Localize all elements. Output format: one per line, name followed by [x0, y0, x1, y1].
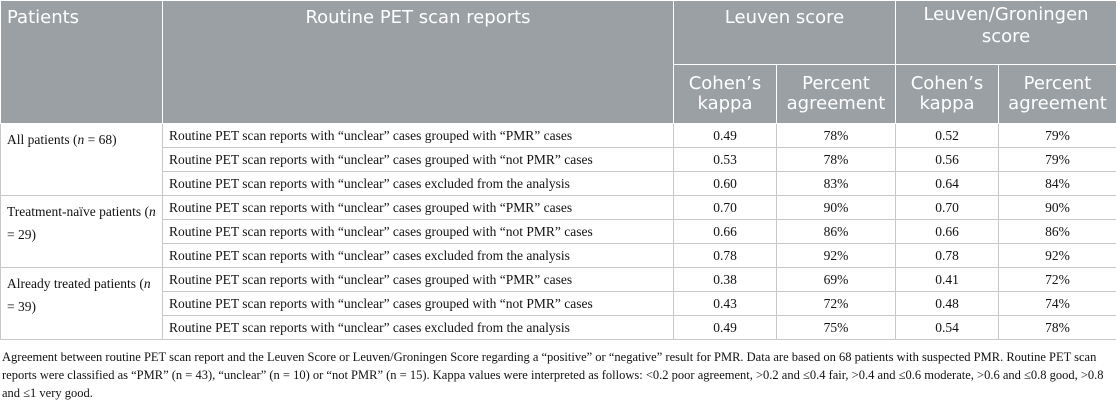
table-body — [1, 124, 1116, 340]
patient-group-all: All patients (n = 68) — [1, 124, 163, 196]
table-row — [1, 172, 1116, 196]
table-row — [1, 124, 1116, 148]
leuven-kappa-cell: 0.60 — [674, 172, 777, 196]
table-row — [1, 148, 1116, 172]
table-row — [1, 316, 1116, 340]
leuven-kappa-cell: 0.78 — [674, 244, 777, 268]
report-cell: Routine PET scan reports with “unclear” cases grouped with “not PMR” cases — [163, 220, 674, 244]
leuven-percent-cell: 92% — [777, 244, 896, 268]
leuven-kappa-cell: 0.49 — [674, 124, 777, 148]
leuven-percent-cell: 78% — [777, 148, 896, 172]
lg-kappa-cell: 0.70 — [896, 196, 999, 220]
header-lg-percent: Percent agreement — [999, 65, 1116, 124]
lg-kappa-cell: 0.64 — [896, 172, 999, 196]
lg-percent-cell: 72% — [999, 268, 1116, 292]
leuven-kappa-cell: 0.49 — [674, 316, 777, 340]
lg-kappa-cell: 0.66 — [896, 220, 999, 244]
leuven-percent-cell: 78% — [777, 124, 896, 148]
lg-percent-cell: 90% — [999, 196, 1116, 220]
leuven-percent-cell: 72% — [777, 292, 896, 316]
header-row-1 — [1, 1, 1116, 65]
report-cell: Routine PET scan reports with “unclear” cases excluded from the analysis — [163, 316, 674, 340]
header-leuven-percent: Percent agreement — [777, 65, 896, 124]
report-cell: Routine PET scan reports with “unclear” cases excluded from the analysis — [163, 244, 674, 268]
table-row — [1, 268, 1116, 292]
leuven-percent-cell: 69% — [777, 268, 896, 292]
leuven-kappa-cell: 0.70 — [674, 196, 777, 220]
leuven-kappa-cell: 0.53 — [674, 148, 777, 172]
leuven-percent-cell: 86% — [777, 220, 896, 244]
lg-percent-cell: 92% — [999, 244, 1116, 268]
header-routine-pet: Routine PET scan reports — [163, 1, 674, 124]
lg-percent-cell: 78% — [999, 316, 1116, 340]
leuven-percent-cell: 83% — [777, 172, 896, 196]
table-row — [1, 196, 1116, 220]
leuven-percent-cell: 75% — [777, 316, 896, 340]
header-patients: Patients — [1, 1, 163, 124]
lg-percent-cell: 74% — [999, 292, 1116, 316]
table-row — [1, 220, 1116, 244]
header-lg-kappa: Cohen’s kappa — [896, 65, 999, 124]
lg-percent-cell: 79% — [999, 124, 1116, 148]
leuven-kappa-cell: 0.66 — [674, 220, 777, 244]
leuven-kappa-cell: 0.43 — [674, 292, 777, 316]
lg-kappa-cell: 0.52 — [896, 124, 999, 148]
lg-percent-cell: 84% — [999, 172, 1116, 196]
header-leuven-kappa: Cohen’s kappa — [674, 65, 777, 124]
report-cell: Routine PET scan reports with “unclear” cases grouped with “PMR” cases — [163, 268, 674, 292]
lg-kappa-cell: 0.78 — [896, 244, 999, 268]
lg-kappa-cell: 0.56 — [896, 148, 999, 172]
report-cell: Routine PET scan reports with “unclear” cases grouped with “not PMR” cases — [163, 148, 674, 172]
lg-kappa-cell: 0.54 — [896, 316, 999, 340]
lg-kappa-cell: 0.48 — [896, 292, 999, 316]
report-cell: Routine PET scan reports with “unclear” cases grouped with “PMR” cases — [163, 124, 674, 148]
lg-kappa-cell: 0.41 — [896, 268, 999, 292]
patient-group-treatment-naive: Treatment-naïve patients (n = 29) — [1, 196, 163, 268]
header-leuven-score: Leuven score — [674, 1, 896, 65]
header-leuven-groningen-score: Leuven/Groningen score — [896, 1, 1116, 65]
report-cell: Routine PET scan reports with “unclear” cases excluded from the analysis — [163, 172, 674, 196]
lg-percent-cell: 79% — [999, 148, 1116, 172]
patient-group-already-treated: Already treated patients (n = 39) — [1, 268, 163, 340]
table-row — [1, 244, 1116, 268]
leuven-percent-cell: 90% — [777, 196, 896, 220]
lg-percent-cell: 86% — [999, 220, 1116, 244]
report-cell: Routine PET scan reports with “unclear” cases grouped with “PMR” cases — [163, 196, 674, 220]
table-row — [1, 292, 1116, 316]
table-footnote: Agreement between routine PET scan report and the Leuven Score or Leuven/Groningen Score regarding a “positive” or “negative” result for PMR. Data are based on 68 patients with suspected PMR. Routine PET scan reports were classified as “PMR” (n = 43), “unclear” (n = 10) or “not PMR” (n = 15). Kappa values were interpreted as follows: <0.2 poor agreement, >0.2 and ≤0.4 fair, >0.4 and ≤0.6 moderate, >0.6 and ≤0.8 good, >0.8 and ≤1 very good. — [2, 350, 1104, 400]
report-cell: Routine PET scan reports with “unclear” cases grouped with “not PMR” cases — [163, 292, 674, 316]
leuven-kappa-cell: 0.38 — [674, 268, 777, 292]
